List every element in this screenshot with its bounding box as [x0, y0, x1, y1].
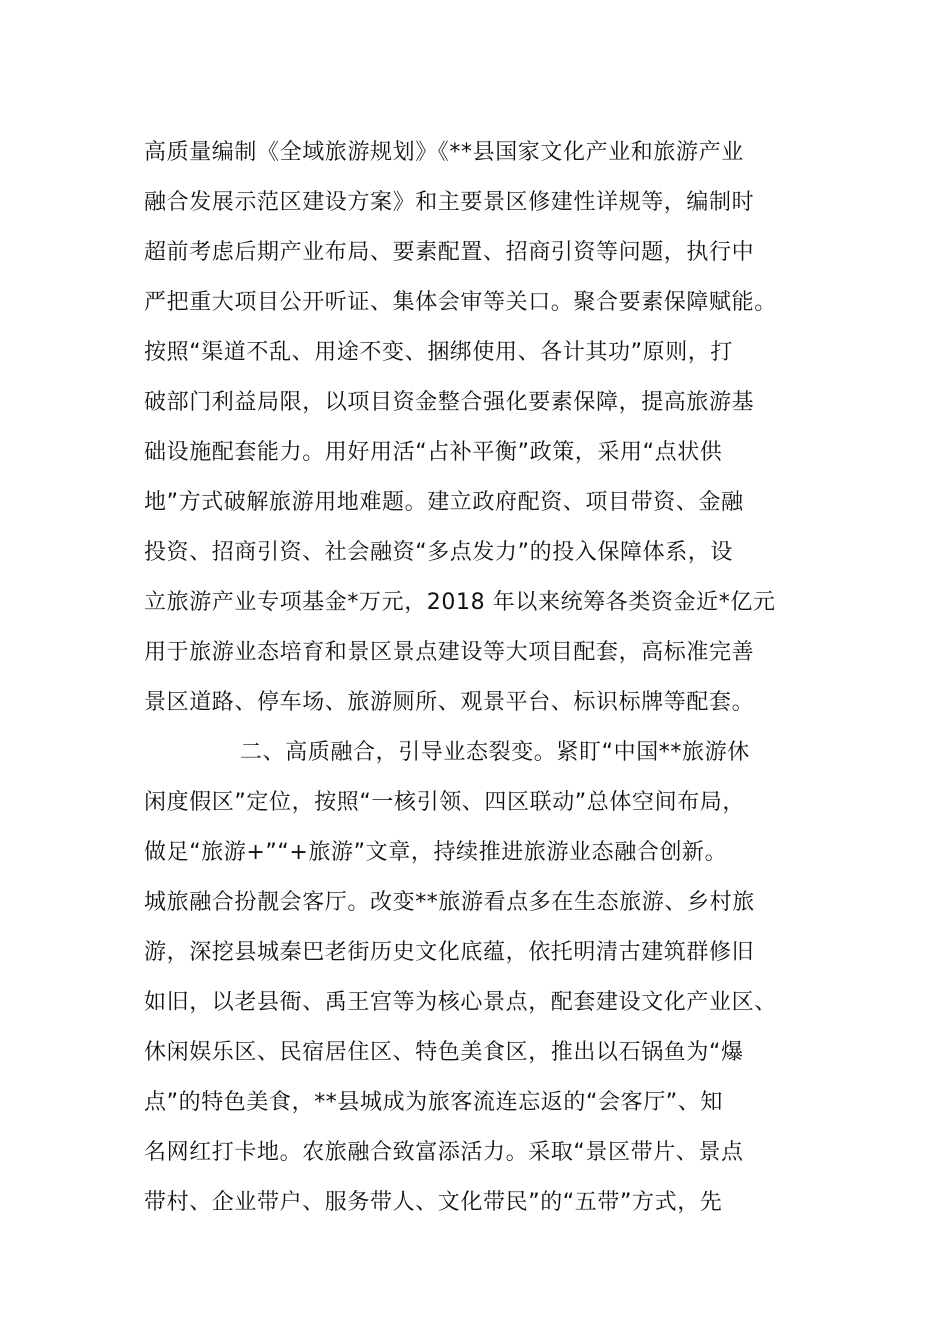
- body-text: [144, 128, 824, 1228]
- text-line: 城旅融合扮靓会客厅。改变**旅游看点多在生态旅游、乡村旅: [144, 890, 755, 915]
- text-line: 立旅游产业专项基金*万元，2018 年以来统筹各类资金近*亿元: [144, 590, 776, 615]
- text-line: 游，深挖县城秦巴老街历史文化底蕴，依托明清古建筑群修旧: [144, 940, 755, 965]
- section-heading-line: 二、高质融合，引导业态裂变。紧盯“中国**旅游休: [240, 740, 750, 765]
- text-line: 严把重大项目公开听证、集体会审等关口。聚合要素保障赋能。: [144, 290, 777, 315]
- text-line: 破部门利益局限，以项目资金整合强化要素保障，提高旅游基: [144, 390, 755, 415]
- text-line: 带村、企业带户、服务带人、文化带民”的“五带”方式，先: [144, 1190, 723, 1215]
- text-line: 础设施配套能力。用好用活“占补平衡”政策，采用“点状供: [144, 440, 723, 465]
- text-line: 按照“渠道不乱、用途不变、捆绑使用、各计其功”原则，打: [144, 340, 733, 365]
- text-line: 闲度假区”定位，按照“一核引领、四区联动”总体空间布局，: [144, 790, 745, 815]
- text-line: 做足“旅游+”“+旅游”文章，持续推进旅游业态融合创新。: [144, 840, 728, 865]
- text-line: 名网红打卡地。农旅融合致富添活力。采取“景区带片、景点: [144, 1140, 744, 1165]
- text-line: 点”的特色美食，**县城成为旅客流连忘返的“会客厅”、知: [144, 1090, 723, 1115]
- text-line: 用于旅游业态培育和景区景点建设等大项目配套，高标准完善: [144, 640, 755, 665]
- text-line: 景区道路、停车场、旅游厕所、观景平台、标识标牌等配套。: [144, 690, 755, 715]
- text-line: 超前考虑后期产业布局、要素配置、招商引资等问题，执行中: [144, 240, 755, 265]
- text-line: 地”方式破解旅游用地难题。建立政府配资、项目带资、金融: [144, 490, 744, 515]
- text-line: 投资、招商引资、社会融资“多点发力”的投入保障体系，设: [144, 540, 733, 565]
- text-line: 高质量编制《全域旅游规划》《**县国家文化产业和旅游产业: [144, 140, 744, 165]
- text-line: 融合发展示范区建设方案》和主要景区修建性详规等，编制时: [144, 190, 755, 215]
- text-line: 如旧，以老县衙、禹王宫等为核心景点，配套建设文化产业区、: [144, 990, 777, 1015]
- text-line: 休闲娱乐区、民宿居住区、特色美食区，推出以石锅鱼为“爆: [144, 1040, 744, 1065]
